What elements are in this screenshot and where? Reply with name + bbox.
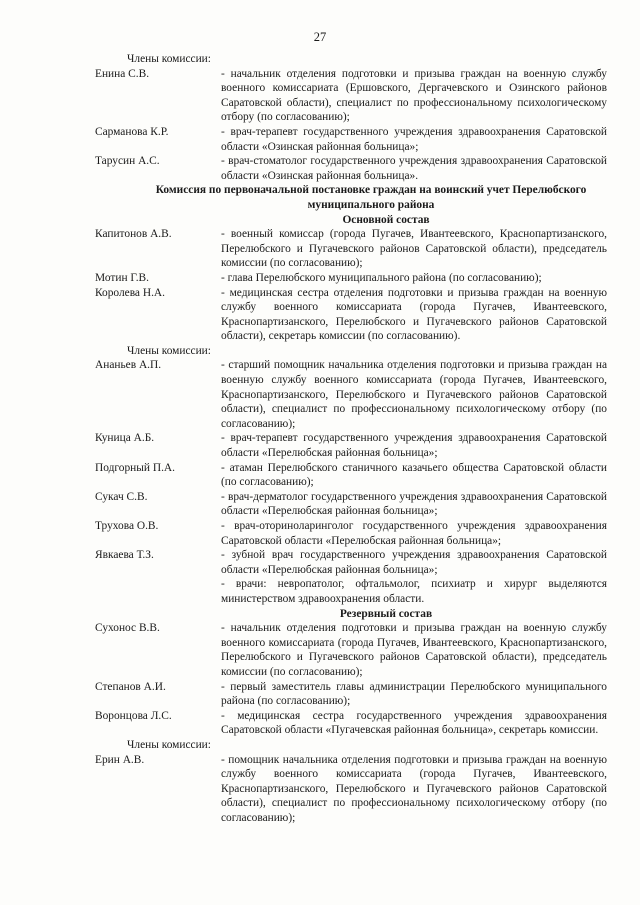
member-position: - медицинская сестра отделения подготовки и призыва граждан на военную службу военного комиссариата (города Пугачев, Ивантеевского, Краснопартизанского, Перелюбского и Пугачевского районов Саратовской области), секретарь комиссии (по согласованию).	[221, 286, 607, 343]
member-name: Ананьев А.П.	[95, 359, 162, 372]
commission-member-entry	[95, 519, 607, 548]
commission-member-entry	[95, 271, 607, 286]
member-position: - глава Перелюбского муниципального района (по согласованию);	[221, 271, 542, 284]
member-name: Куница А.Б.	[95, 432, 155, 445]
member-name: Ерин А.В.	[95, 753, 145, 766]
member-position: - атаман Перелюбского станичного казачьего общества Саратовской области (по согласованию);	[221, 461, 607, 489]
member-name: Степанов А.И.	[95, 680, 166, 693]
commission-member-entry	[95, 461, 607, 490]
member-name: Явкаева Т.З.	[95, 549, 154, 562]
member-name: Воронцова Л.С.	[95, 709, 172, 722]
member-name: Сукач С.В.	[95, 490, 148, 503]
commission-member-entry	[95, 753, 607, 826]
commission-member-entry	[95, 621, 607, 679]
member-position: - врач-оториноларинголог государственного учреждения здравоохранения Саратовской области «Перелюбская районная больница»;	[221, 520, 607, 547]
member-position: - начальник отделения подготовки и призыва граждан на военную службу военного комиссариата (города Пугачев, Ивантеевского, Краснопартизанского, Перелюбского и Пугачевского районов Саратовской области), председатель комиссии (по согласованию);	[221, 622, 607, 678]
member-name: Капитонов А.В.	[95, 228, 172, 241]
member-name: Трухова О.В.	[95, 520, 159, 532]
member-position: - помощник начальника отделения подготовки и призыва граждан на военную службу военного комиссариата (города Пугачев, Ивантеевского, Краснопартизанского, Перелюбского и Пугачевского районов Саратовской области), специалист по профессиональному психологическому отбору (по согласованию);	[221, 753, 607, 824]
commission-member-entry	[95, 490, 607, 519]
member-position: - врач-дерматолог государственного учреждения здравоохранения Саратовской области «Перелюбская районная больница»;	[221, 490, 607, 518]
members-heading: Члены комиссии:	[127, 53, 211, 65]
member-name: Енина С.В.	[95, 67, 150, 80]
member-position: - врачи: невропатолог, офтальмолог, психиатр и хирург выделяются министерством здравоохранения области.	[221, 578, 607, 605]
composition-heading: Резервный состав	[339, 607, 433, 620]
member-name: Королева Н.А.	[95, 286, 165, 299]
commission-member-entry	[95, 154, 607, 183]
page-number: 27	[313, 30, 327, 44]
commission-member-entry	[95, 577, 607, 606]
member-position: - зубной врач государственного учреждения здравоохранения Саратовской области «Перелюбская районная больница»;	[221, 549, 607, 576]
commission-member-entry	[95, 548, 607, 577]
member-name: Тарусин А.С.	[95, 155, 160, 168]
member-position: - врач-терапевт государственного учреждения здравоохранения Саратовской области «Перелюбская районная больница»;	[221, 432, 607, 460]
commission-member-entry	[95, 67, 607, 125]
member-position: - военный комиссар (города Пугачев, Ивантеевского, Краснопартизанского, Перелюбского и Пугачевского районов Саратовской области), председатель комиссии (по согласованию);	[221, 228, 607, 270]
composition-heading: Основной состав	[342, 213, 430, 226]
members-heading: Члены комиссии:	[127, 344, 211, 357]
members-heading: Члены комиссии:	[127, 738, 211, 751]
member-position: - медицинская сестра государственного учреждения здравоохранения Саратовской области «Пугачевская районная больница», секретарь комиссии.	[221, 709, 607, 737]
member-name: Сарманова К.Р.	[95, 125, 169, 138]
commission-title: Комиссия по первоначальной постановке граждан на воинский учет Перелюбского муниципального района	[155, 184, 587, 211]
commission-member-entry	[95, 680, 607, 709]
member-name: Сухонос В.В.	[95, 622, 160, 635]
commission-member-entry	[95, 358, 607, 431]
commission-member-entry	[95, 286, 607, 344]
member-position: - начальник отделения подготовки и призыва граждан на военную службу военного комиссариата (Ершовского, Дергачевского и Озинского районов Саратовской области), специалист по профессиональному психологическому отбору (по согласованию);	[221, 67, 607, 124]
commission-member-entry	[95, 125, 607, 154]
commission-member-entry	[95, 431, 607, 460]
commission-member-entry	[95, 709, 607, 738]
member-position: - первый заместитель главы администрации Перелюбского муниципального района (по согласованию);	[221, 680, 607, 708]
member-name: Подгорный П.А.	[95, 461, 176, 474]
commission-member-entry	[95, 227, 607, 271]
member-name: Мотин Г.В.	[95, 271, 149, 284]
member-position: - врач-стоматолог государственного учреждения здравоохранения Саратовской области «Озинская районная больница».	[221, 155, 607, 182]
member-position: - старший помощник начальника отделения подготовки и призыва граждан на военную службу военного комиссариата (города Пугачев, Ивантеевского, Краснопартизанского, Перелюбского и Пугачевского районов Саратовской области), специалист по профессиональному психологическому отбору (по согласованию);	[221, 359, 607, 430]
member-position: - врач-терапевт государственного учреждения здравоохранения Саратовской области «Озинская районная больница»;	[221, 125, 607, 153]
document-body	[95, 52, 607, 825]
